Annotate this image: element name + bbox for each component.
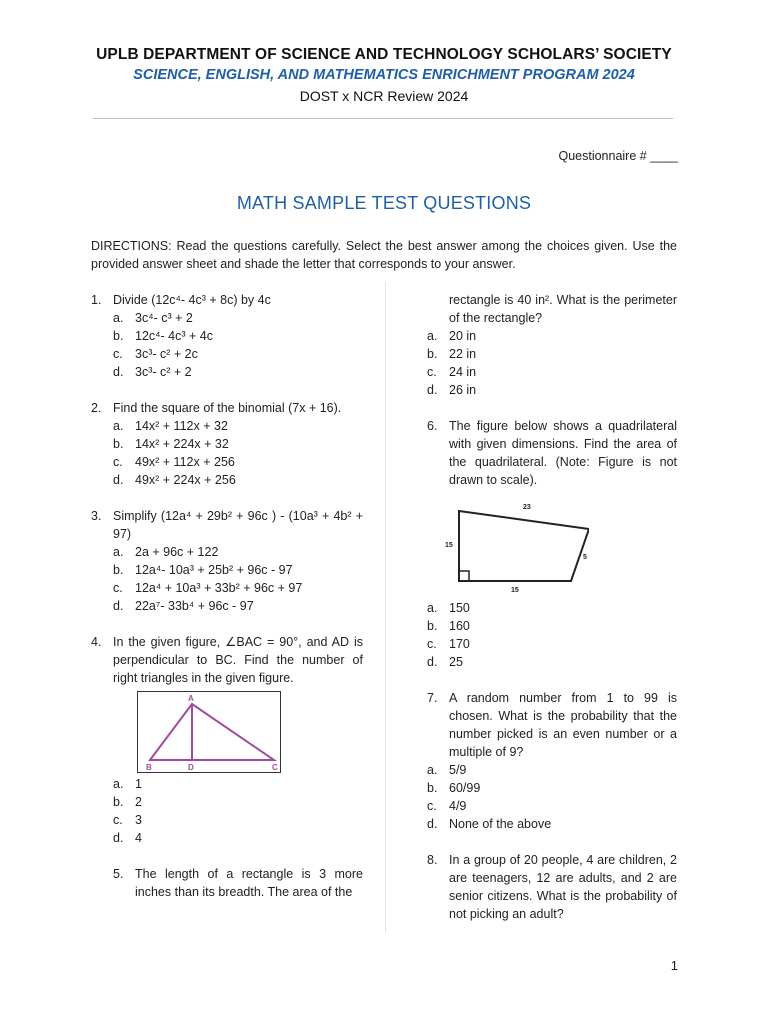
question-6-options — [427, 599, 677, 671]
option-d: d. None of the above — [427, 817, 552, 831]
side-label-top: 23 — [523, 504, 531, 511]
right-column — [427, 291, 677, 923]
question-text: The figure below shows a quadrilateral with given dimensions. Find the area of the quadrilateral. (Note: Figure is not drawn to scale). — [449, 419, 677, 487]
vertex-label-b: B — [146, 763, 152, 772]
question-7-options — [427, 761, 677, 833]
question-number: 8. — [427, 853, 438, 867]
option-a: a. 20 in — [427, 329, 477, 343]
question-4 — [91, 633, 363, 687]
question-1-options — [91, 309, 363, 381]
question-3-options — [91, 543, 363, 615]
question-4-options — [91, 775, 363, 847]
option-b: b. 14x² + 224x + 32 — [113, 437, 229, 451]
question-text: Simplify (12a⁴ + 29b² + 96c ) - (10a³ + 4b² + 97) — [113, 509, 363, 541]
option-d: d. 3c³- c² + 2 — [113, 365, 192, 379]
option-b: b. 12c⁴- 4c³ + 4c — [113, 329, 213, 343]
question-number: 1. — [91, 293, 102, 307]
option-d: d. 49x² + 224x + 256 — [113, 473, 236, 487]
page-title: MATH SAMPLE TEST QUESTIONS — [236, 193, 532, 213]
side-label-left: 15 — [445, 542, 453, 549]
option-a: a. 2a + 96c + 122 — [113, 545, 219, 559]
option-b: b. 160 — [427, 619, 470, 633]
option-c: c. 4/9 — [427, 799, 467, 813]
question-number: 4. — [91, 635, 102, 649]
side-label-right: 5 — [583, 554, 587, 561]
option-b: b. 12a⁴- 10a³ + 25b² + 96c - 97 — [113, 563, 293, 577]
directions: DIRECTIONS: Read the questions carefully. Select the best answer among the choices given. Use the provided answer sheet and shade the letter that corresponds to your answer. — [91, 239, 677, 271]
question-text: In a group of 20 people, 4 are children, 2 are teenagers, 12 are adults, and 2 are senior citizens. What is the probability of not picking an adult? — [449, 853, 677, 921]
vertex-label-c: C — [272, 763, 278, 772]
question-text: Find the square of the binomial (7x + 16). — [113, 401, 342, 415]
header-review-name: DOST x NCR Review 2024 — [299, 88, 469, 104]
header-society-name: UPLB DEPARTMENT OF SCIENCE AND TECHNOLOGY SCHOLARS’ SOCIETY — [96, 46, 672, 63]
option-d: d. 26 in — [427, 383, 477, 397]
question-text: rectangle is 40 in². What is the perimeter of the rectangle? — [449, 293, 677, 325]
option-d: d. 4 — [113, 831, 142, 845]
triangle-diagram — [138, 692, 280, 772]
option-c: c. 49x² + 112x + 256 — [113, 455, 235, 469]
question-text: The length of a rectangle is 3 more inches than its breadth. The area of the — [135, 867, 363, 899]
question-7 — [427, 689, 677, 761]
question-8 — [427, 851, 677, 923]
vertex-label-d: D — [188, 763, 194, 772]
option-a: a. 3c⁴- c³ + 2 — [113, 311, 193, 325]
quadrilateral-figure — [439, 495, 589, 595]
option-d: d. 22a⁷- 33b⁴ + 96c - 97 — [113, 599, 254, 613]
quadrilateral-diagram — [439, 495, 589, 595]
option-b: b. 22 in — [427, 347, 477, 361]
question-text: A random number from 1 to 99 is chosen. What is the probability that the number picked is an even number or a multiple of 9? — [449, 691, 677, 759]
right-triangle-figure — [137, 691, 281, 773]
option-a: a. 1 — [113, 777, 142, 791]
option-c: c. 3 — [113, 813, 142, 827]
column-divider — [385, 282, 386, 932]
question-number: 7. — [427, 691, 438, 705]
question-number: 6. — [427, 419, 438, 433]
question-1 — [91, 291, 363, 309]
question-6 — [427, 417, 677, 489]
question-2 — [91, 399, 363, 417]
option-c: c. 3c³- c² + 2c — [113, 347, 198, 361]
side-label-bottom: 15 — [511, 587, 519, 594]
vertex-label-a: A — [188, 694, 194, 703]
question-text: Divide (12c⁴- 4c³ + 8c) by 4c — [113, 293, 271, 307]
option-b: b. 2 — [113, 795, 142, 809]
questionnaire-number: Questionnaire # ____ — [558, 149, 678, 163]
option-b: b. 60/99 — [427, 781, 481, 795]
question-number: 2. — [91, 401, 102, 415]
question-5-continued — [427, 291, 677, 327]
question-2-options — [91, 417, 363, 489]
left-column — [91, 291, 363, 901]
page-number: 1 — [670, 958, 678, 973]
question-3 — [91, 507, 363, 543]
question-text: In the given figure, ∠BAC = 90°, and AD is perpendicular to BC. Find the number of right triangles in the given figure. — [113, 635, 363, 685]
header-divider — [93, 118, 673, 119]
question-number: 5. — [113, 867, 124, 881]
option-a: a. 5/9 — [427, 763, 467, 777]
option-c: c. 24 in — [427, 365, 477, 379]
question-number: 3. — [91, 509, 102, 523]
question-5-options — [427, 327, 677, 399]
option-c: c. 12a⁴ + 10a³ + 33b² + 96c + 97 — [113, 581, 303, 595]
option-c: c. 170 — [427, 637, 470, 651]
header-program-name: SCIENCE, ENGLISH, AND MATHEMATICS ENRICHMENT PROGRAM 2024 — [133, 67, 635, 83]
question-5 — [113, 865, 363, 901]
option-d: d. 25 — [427, 655, 463, 669]
option-a: a. 150 — [427, 601, 470, 615]
option-a: a. 14x² + 112x + 32 — [113, 419, 228, 433]
